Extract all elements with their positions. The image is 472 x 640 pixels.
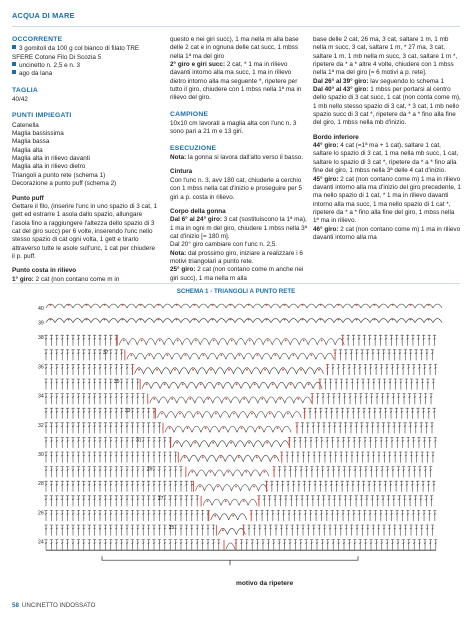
stitch-item: Decorazione a punto puff (schema 2) — [12, 180, 117, 188]
row-number-label: 40 — [38, 306, 44, 312]
row-number-label: 36 — [38, 364, 44, 371]
mesh-marker — [282, 369, 284, 371]
mesh-marker — [356, 319, 358, 321]
square-bullet-icon — [12, 62, 16, 66]
column-2 — [170, 36, 308, 283]
note-label: Nota: — [170, 154, 187, 162]
section-title: ACQUA DI MARE — [12, 11, 75, 20]
round-label: Dal 26° al 39° giro: — [313, 77, 369, 85]
mesh-marker — [217, 486, 219, 488]
mesh-marker — [243, 500, 245, 502]
mesh-marker — [223, 427, 225, 429]
mesh-marker — [320, 319, 322, 321]
gauge-text: 10x10 cm lavorati a maglia alta con l'unc n. 3 sono pari a 21 m e 13 giri. — [170, 120, 297, 136]
mesh-marker — [179, 413, 181, 415]
stitch-item: Maglia bassa — [12, 138, 50, 146]
mesh-marker — [218, 383, 220, 385]
row-number-label: 38 — [38, 335, 44, 342]
double-crochet-row — [44, 510, 436, 521]
mesh-marker — [284, 319, 286, 321]
mesh-marker — [230, 304, 232, 306]
mesh-marker — [138, 369, 140, 371]
mesh-marker — [246, 369, 248, 371]
round-text: 3 cat (sostituiscono la 1ª ma), 1 ma in ogni m del giro, chiudere 1 mbss nella 3ª cat d'inizio [= 180 m]. — [170, 216, 308, 240]
heading-bordo: Bordo inferiore — [313, 133, 359, 141]
round-label: 45° giro: — [313, 175, 339, 183]
motif-note — [170, 250, 308, 267]
mesh-marker — [169, 427, 171, 429]
mesh-marker — [285, 340, 287, 342]
mesh-marker — [410, 304, 412, 306]
column-3 — [313, 36, 461, 242]
mesh-marker — [194, 304, 196, 306]
mesh-marker — [141, 340, 143, 342]
mesh-marker — [302, 304, 304, 306]
mesh-marker — [176, 442, 178, 444]
row-number-label: 37 — [102, 349, 109, 356]
mesh-marker — [200, 383, 202, 385]
mesh-marker — [287, 413, 289, 415]
round-text: 1 mbss per portarsi al centro dello spazio di 3 cat succ, 1 cat (non conta come m), 1 mb nello stesso spazio di 3 cat, * 3 cat, 1 mb nello spazio succ di 3 cat *, ripetere da * a * fino alla fine del giro, 1 mbss nella mb d'inizio. — [313, 86, 461, 127]
mesh-marker — [176, 304, 178, 306]
mesh-marker — [220, 456, 222, 458]
mesh-marker — [86, 319, 88, 321]
chain-mesh-row — [173, 441, 290, 447]
mesh-marker — [205, 427, 207, 429]
mesh-marker — [243, 398, 245, 400]
mesh-marker — [140, 319, 142, 321]
mesh-marker — [251, 413, 253, 415]
round-25 — [170, 266, 308, 283]
mesh-marker — [248, 442, 250, 444]
chain-mesh-row — [211, 514, 247, 520]
mesh-marker — [104, 319, 106, 321]
mesh-marker — [238, 354, 240, 356]
mesh-marker — [303, 340, 305, 342]
round-text: 2 cat (non contano come m) 1 ma in rilievo davanti intorno alla ma — [313, 225, 461, 241]
mesh-marker — [231, 340, 233, 342]
mesh-marker — [248, 304, 250, 306]
mesh-marker — [164, 383, 166, 385]
mesh-marker — [269, 413, 271, 415]
mesh-marker — [215, 413, 217, 415]
chain-mesh-row — [165, 426, 291, 432]
heading-cintura: Cintura — [170, 168, 193, 176]
mesh-marker — [392, 304, 394, 306]
mesh-marker — [199, 486, 201, 488]
round-label: 2° giro e giri succ: — [170, 61, 226, 69]
row-number-label: 28 — [38, 481, 44, 488]
row-number-label: 29 — [146, 466, 153, 473]
mesh-marker — [171, 398, 173, 400]
mesh-marker — [212, 319, 214, 321]
chain-mesh-row — [203, 499, 257, 505]
crochet-chart — [36, 296, 466, 568]
mesh-marker — [225, 500, 227, 502]
round-text: lav seguendo lo schema 1 — [368, 77, 444, 85]
round-text: 2 cat (non contano come m in — [33, 275, 120, 283]
row-number-label: 31 — [135, 437, 142, 444]
mesh-marker — [266, 442, 268, 444]
execution-note — [170, 154, 308, 162]
mesh-marker — [220, 354, 222, 356]
page-footer — [12, 602, 95, 609]
chain-mesh-row — [157, 412, 301, 418]
mesh-marker — [254, 383, 256, 385]
rounds-26-39 — [313, 78, 461, 86]
chain-mesh-row — [142, 382, 322, 388]
mesh-marker — [158, 304, 160, 306]
mesh-marker — [195, 340, 197, 342]
mesh-marker — [320, 304, 322, 306]
materials-item — [12, 62, 158, 70]
chain-mesh-row — [226, 543, 235, 549]
note-text: la gonna si lavora dall'alto verso il basso. — [186, 154, 304, 162]
repeat-bracket — [102, 556, 358, 560]
mesh-marker — [140, 304, 142, 306]
mesh-marker — [297, 398, 299, 400]
row-number-label: 25 — [168, 525, 175, 531]
mesh-marker — [123, 340, 125, 342]
mesh-marker — [266, 304, 268, 306]
double-crochet-row — [44, 335, 436, 346]
mesh-marker — [212, 304, 214, 306]
mesh-marker — [256, 354, 258, 356]
puff-instructions: Gettare il filo, (inserire l'unc in uno spazio di 3 cat, 1 gett ed estrarre 1 asola dallo spazio, allungare l'asola fino a raggiungere l'altezza dello spazio di 3 cat del giro succ) per 6 volte, inserendo l'unc nello stesso spazio di cat ogni volta, 1 gett e tirarlo attraverso tutte le asole sull'unc, 1 cat per chiudere il p. puff. — [12, 202, 158, 260]
mesh-marker — [279, 398, 281, 400]
mesh-marker — [122, 304, 124, 306]
mesh-marker — [202, 456, 204, 458]
mesh-marker — [159, 340, 161, 342]
materials-text: ago da lana — [19, 70, 53, 78]
mesh-marker — [189, 398, 191, 400]
mesh-marker — [318, 369, 320, 371]
mesh-marker — [222, 529, 224, 531]
stitch-item: Maglia bassissima — [12, 130, 64, 138]
materials-text: 3 gomitoli da 100 g col bianco di filato TRE SFERE Cotone Filo Di Scozia 5 — [12, 45, 140, 61]
round-label: 1° giro: — [12, 275, 34, 283]
double-crochet-row — [44, 540, 437, 551]
column-1 — [12, 36, 158, 284]
mesh-marker — [374, 304, 376, 306]
chain-mesh-row — [218, 528, 245, 534]
round-text: 2 cat (non contano come m anche nei giri succ), 1 ma nella m alla — [170, 266, 304, 282]
page-header — [12, 4, 460, 27]
mesh-marker — [176, 319, 178, 321]
mesh-marker — [174, 369, 176, 371]
mesh-marker — [230, 442, 232, 444]
mesh-marker — [274, 354, 276, 356]
mesh-marker — [290, 383, 292, 385]
mesh-marker — [184, 354, 186, 356]
mesh-marker — [197, 413, 199, 415]
rounds-40-43 — [313, 86, 461, 128]
mesh-marker — [300, 369, 302, 371]
row-number-label: 26 — [38, 510, 44, 517]
mesh-marker — [267, 340, 269, 342]
heading-corpo: Corpo della gonna — [170, 207, 226, 215]
round-label: Dal 6° al 24° giro: — [170, 216, 222, 224]
diagram-title: SCHEMA 1 - TRIANGOLI A PUNTO RETE — [12, 283, 460, 295]
row-number-label: 39 — [38, 320, 44, 327]
note-label: Nota: — [170, 249, 187, 257]
mesh-marker — [158, 319, 160, 321]
chain-mesh-row — [127, 353, 334, 359]
mesh-marker — [182, 383, 184, 385]
mesh-marker — [148, 354, 150, 356]
round-44 — [313, 142, 461, 175]
double-crochet-row — [44, 525, 434, 536]
round-25-continued: base delle 2 cat, 26 ma, 3 cat, saltare 1 m, 1 mb nella m succ, 3 cat, saltare 1 m, * 27 ma, 3 cat, saltare 1 m, 1 mb nella m succ, 3 cat, saltare 1 m *, ripetere da * a * altre 4 volte, chiudere con 1 mbss nella 1ª ma del giro [= 6 motivi a p. rete]. — [313, 36, 458, 77]
mesh-marker — [236, 383, 238, 385]
square-bullet-icon — [12, 45, 16, 49]
mesh-marker — [321, 340, 323, 342]
mesh-marker — [292, 354, 294, 356]
square-bullet-icon — [12, 70, 16, 74]
mesh-marker — [253, 486, 255, 488]
chain-mesh-row — [188, 470, 269, 476]
mesh-marker — [68, 319, 70, 321]
costa-round-2 — [170, 61, 308, 103]
mesh-marker — [428, 304, 430, 306]
heading-esecuzione: ESECUZIONE — [170, 144, 217, 152]
stitch-item: Triangoli a punto rete (schema 1) — [12, 171, 106, 179]
round-label: 25° giro: — [170, 266, 196, 274]
mesh-marker — [187, 427, 189, 429]
row-number-label: 24 — [38, 539, 44, 546]
mesh-marker — [210, 369, 212, 371]
skirt-body-text — [170, 216, 308, 241]
mesh-marker — [264, 369, 266, 371]
diagram-caption: motivo da ripetere — [236, 580, 294, 587]
mesh-marker — [241, 427, 243, 429]
mesh-marker — [153, 398, 155, 400]
mesh-marker — [302, 319, 304, 321]
waistband-text: Con l'unc n. 3, avv 180 cat, chiuderle a cerchio con 1 mbss nella cat d'inizio e proseguire per 5 giri a p. costa in rilievo. — [170, 176, 303, 201]
heading-punto-puff: Punto puff — [12, 194, 44, 202]
chain-mesh-row — [119, 339, 344, 345]
mesh-marker — [207, 500, 209, 502]
round-46 — [313, 226, 461, 243]
mesh-marker — [194, 442, 196, 444]
mesh-marker — [146, 383, 148, 385]
mesh-marker — [235, 486, 237, 488]
mesh-marker — [227, 471, 229, 473]
mesh-marker — [230, 319, 232, 321]
chain-arch-row — [46, 319, 442, 323]
mesh-marker — [256, 456, 258, 458]
mesh-marker — [214, 515, 216, 517]
mesh-marker — [249, 340, 251, 342]
round-label: 46° giro: — [313, 225, 339, 233]
mesh-marker — [410, 319, 412, 321]
mesh-marker — [177, 340, 179, 342]
costa-continued: questo e nei giri succ), 1 ma nella m alla base delle 2 cat e in ognuna delle cat succ, 1 mbss nella 1ª ma del giro — [170, 36, 299, 60]
mesh-marker — [233, 413, 235, 415]
materials-item — [12, 70, 158, 78]
mesh-marker — [130, 354, 132, 356]
mesh-marker — [277, 427, 279, 429]
mesh-marker — [238, 456, 240, 458]
mesh-marker — [202, 354, 204, 356]
mesh-marker — [392, 319, 394, 321]
mesh-marker — [209, 471, 211, 473]
mesh-marker — [232, 515, 234, 517]
note-text: dal prossimo giro, iniziare a realizzare i 6 motivi triangolari a punto rete. — [170, 249, 303, 265]
mesh-marker — [248, 319, 250, 321]
mesh-marker — [428, 319, 430, 321]
mesh-marker — [213, 340, 215, 342]
materials-text: uncinetto n. 2,5 e n. 3 — [19, 62, 81, 70]
row-number-label: 32 — [38, 422, 44, 429]
row-number-label: 27 — [157, 495, 164, 502]
mesh-marker — [50, 319, 52, 321]
round-label: 44° giro: — [313, 142, 339, 150]
mesh-marker — [272, 383, 274, 385]
stitch-item: Maglia alta in rilievo dietro — [12, 163, 86, 171]
row-number-label: 33 — [124, 408, 131, 415]
double-crochet-row — [44, 481, 435, 492]
mesh-marker — [50, 304, 52, 306]
mesh-marker — [338, 319, 340, 321]
mesh-marker — [212, 442, 214, 444]
mesh-marker — [207, 398, 209, 400]
mesh-marker — [192, 369, 194, 371]
double-crochet-row — [44, 379, 434, 390]
mesh-marker — [184, 456, 186, 458]
mesh-marker — [266, 319, 268, 321]
mesh-marker — [245, 471, 247, 473]
round-text: 4 cat (=1ª ma + 1 cat), saltare 1 cat, saltare lo spazio di 3 cat, 1 ma nella mb succ, 1 cat, saltare lo spazio di 3 cat *, ripetere da * a * fino alla fine del giro, 1 mbss nella 3ª delle 4 cat d'inizio. — [313, 142, 459, 175]
mesh-marker — [356, 304, 358, 306]
hook-change-text: Dal 20° giro cambiare con l'unc n. 2,5. — [170, 241, 278, 249]
row-number-label: 34 — [38, 393, 44, 400]
stitch-item: Maglia alta — [12, 146, 43, 154]
chain-mesh-row — [180, 455, 279, 461]
mesh-marker — [156, 369, 158, 371]
double-crochet-row — [44, 394, 432, 405]
mesh-marker — [122, 319, 124, 321]
heading-occorrente: OCCORRENTE — [12, 36, 63, 43]
mesh-marker — [284, 304, 286, 306]
mesh-marker — [374, 319, 376, 321]
heading-punti: PUNTI IMPIEGATI — [12, 112, 72, 120]
mesh-marker — [274, 456, 276, 458]
round-text: 2 cat (non contano come m) 1 ma in rilievo davanti intorno alla ma d'inizio del giro precedente, 1 ma nello spazio di 1 cat, * 1 ma in rilievo davanti intorno alla ma succ, 1 ma nello spazio di 1 cat *, ripetere da * a * fino alla fine del giro, 1 mbss nella 1ª ma in rilievo. — [313, 175, 461, 225]
chain-mesh-row — [150, 397, 312, 403]
stitch-item: Catenella — [12, 121, 39, 129]
double-crochet-row — [44, 437, 436, 448]
heading-campione: CAMPIONE — [170, 110, 209, 118]
row-number-label: 30 — [38, 452, 44, 458]
heading-punto-costa: Punto costa in rilievo — [12, 267, 77, 275]
round-text: 2 cat, * 1 ma in rilievo davanti intorno alla ma succ, 1 ma in rilievo dietro intorno alla ma seguente *, ripetere per tutto il giro, chiudere con 1 mbss nella 1ª ma in rilievo del giro. — [170, 61, 302, 102]
heading-taglia: TAGLIA — [12, 86, 38, 94]
stitch-item: Maglia alta in rilievo davanti — [12, 155, 90, 163]
size-value: 40/42 — [12, 96, 28, 104]
mesh-marker — [261, 398, 263, 400]
page-number: 58 — [12, 602, 19, 609]
round-label: Dal 40° al 43° giro: — [313, 86, 369, 94]
mesh-marker — [228, 369, 230, 371]
mesh-marker — [259, 427, 261, 429]
chain-mesh-row — [196, 485, 268, 491]
chain-mesh-row — [135, 368, 324, 374]
mesh-marker — [225, 398, 227, 400]
chain-arch-row — [46, 304, 442, 308]
mesh-marker — [191, 471, 193, 473]
mesh-marker — [338, 304, 340, 306]
round-45 — [313, 176, 461, 226]
mesh-marker — [166, 354, 168, 356]
double-crochet-row — [44, 467, 432, 478]
mesh-marker — [263, 471, 265, 473]
mesh-marker — [104, 304, 106, 306]
mesh-marker — [194, 319, 196, 321]
materials-item — [12, 45, 158, 62]
mesh-marker — [308, 383, 310, 385]
row-number-label: 35 — [113, 379, 120, 385]
magazine-name: UNCINETTO INDOSSATO — [21, 602, 96, 609]
mesh-marker — [86, 304, 88, 306]
stitches-list — [12, 122, 158, 189]
mesh-marker — [310, 354, 312, 356]
mesh-marker — [161, 413, 163, 415]
mesh-marker — [68, 304, 70, 306]
